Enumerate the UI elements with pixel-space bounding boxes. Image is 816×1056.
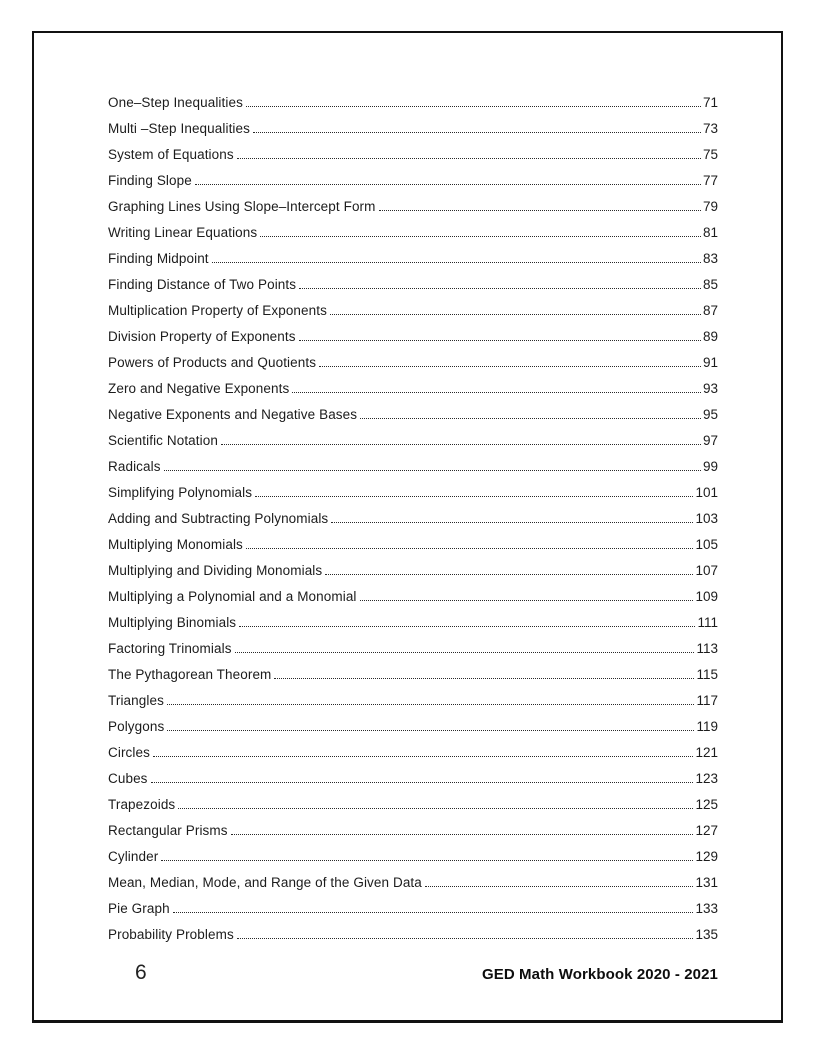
dot-leader: [153, 756, 694, 757]
toc-entry: [108, 428, 718, 454]
dot-leader: [167, 730, 694, 731]
toc-entry-page: 103: [695, 511, 718, 526]
dot-leader: [239, 626, 695, 627]
toc-entry: [108, 272, 718, 298]
dot-leader: [299, 340, 701, 341]
toc-entry-label: Graphing Lines Using Slope–Intercept Form: [108, 199, 376, 214]
page-footer: [34, 961, 781, 985]
toc-entry: [108, 896, 718, 922]
toc-entry: [108, 922, 718, 948]
toc-entry-label: Zero and Negative Exponents: [108, 381, 290, 396]
toc-entry-label: Polygons: [108, 719, 165, 734]
toc-entry: [108, 610, 718, 636]
toc-entry: [108, 168, 718, 194]
toc-entry-label: Probability Problems: [108, 927, 234, 942]
toc-entry-label: Multiplying Monomials: [108, 537, 243, 552]
toc-entry-label: Finding Distance of Two Points: [108, 277, 297, 292]
dot-leader: [253, 132, 701, 133]
dot-leader: [151, 782, 694, 783]
toc-entry-label: Multiplication Property of Exponents: [108, 303, 327, 318]
footer-page-number: 6: [135, 961, 147, 984]
toc-entry-page: 79: [702, 199, 718, 214]
toc-entry-page: 135: [695, 927, 718, 942]
dot-leader: [161, 860, 693, 861]
toc-entry: [108, 116, 718, 142]
dot-leader: [360, 600, 694, 601]
page-border: [32, 31, 783, 1023]
toc-entry-label: Finding Slope: [108, 173, 192, 188]
toc-entry: [108, 506, 718, 532]
toc-entry-page: 97: [702, 433, 718, 448]
dot-leader: [164, 470, 701, 471]
toc-entry: [108, 532, 718, 558]
toc-entry-label: Writing Linear Equations: [108, 225, 258, 240]
toc-entry: [108, 740, 718, 766]
toc-entry-page: 95: [702, 407, 718, 422]
dot-leader: [292, 392, 701, 393]
toc-entry-page: 127: [695, 823, 718, 838]
toc-entry-page: 109: [695, 589, 718, 604]
toc-entry: [108, 584, 718, 610]
toc-entry: [108, 818, 718, 844]
toc-entry-label: Multi –Step Inequalities: [108, 121, 250, 136]
dot-leader: [425, 886, 694, 887]
toc-entry-label: Finding Midpoint: [108, 251, 209, 266]
dot-leader: [255, 496, 693, 497]
toc-entry-page: 107: [695, 563, 718, 578]
toc-entry-label: Negative Exponents and Negative Bases: [108, 407, 358, 422]
toc-entry-page: 123: [695, 771, 718, 786]
toc-entry: [108, 558, 718, 584]
toc-entry-label: Trapezoids: [108, 797, 176, 812]
toc-entry-page: 113: [696, 641, 718, 656]
toc-entry-page: 77: [702, 173, 718, 188]
dot-leader: [195, 184, 701, 185]
toc-entry-page: 75: [702, 147, 718, 162]
toc-entry: [108, 844, 718, 870]
toc-entry-page: 81: [702, 225, 718, 240]
toc-entry: [108, 688, 718, 714]
dot-leader: [331, 522, 693, 523]
dot-leader: [231, 834, 694, 835]
toc-entry: [108, 662, 718, 688]
toc-entry-label: One–Step Inequalities: [108, 95, 243, 110]
toc-entry-page: 133: [695, 901, 718, 916]
toc-entry-label: Pie Graph: [108, 901, 170, 916]
toc-entry-label: Adding and Subtracting Polynomials: [108, 511, 329, 526]
toc-entry-label: Simplifying Polynomials: [108, 485, 253, 500]
dot-leader: [178, 808, 693, 809]
toc-entry-page: 121: [695, 745, 718, 760]
toc-entry-label: Scientific Notation: [108, 433, 218, 448]
toc-entry-page: 117: [696, 693, 718, 708]
dot-leader: [274, 678, 694, 679]
toc-entry-page: 129: [695, 849, 718, 864]
toc-entry: [108, 246, 718, 272]
footer-book-title: GED Math Workbook 2020 - 2021: [481, 966, 718, 983]
toc-entry: [108, 792, 718, 818]
dot-leader: [237, 938, 694, 939]
toc-entry: [108, 870, 718, 896]
toc-entry-page: 71: [702, 95, 718, 110]
toc-entry-page: 119: [696, 719, 718, 734]
toc-entry-page: 105: [695, 537, 718, 552]
toc-entry-page: 87: [702, 303, 718, 318]
toc-entry-label: Division Property of Exponents: [108, 329, 296, 344]
toc-entry-label: Triangles: [108, 693, 164, 708]
toc-entry: [108, 376, 718, 402]
toc-entry-page: 111: [697, 615, 718, 630]
dot-leader: [235, 652, 695, 653]
dot-leader: [325, 574, 693, 575]
toc-entry-page: 83: [702, 251, 718, 266]
dot-leader: [360, 418, 701, 419]
toc-entry-page: 93: [702, 381, 718, 396]
toc-entry-page: 99: [702, 459, 718, 474]
toc-entry: [108, 324, 718, 350]
toc-entry: [108, 194, 718, 220]
dot-leader: [173, 912, 694, 913]
dot-leader: [221, 444, 701, 445]
toc-entry: [108, 714, 718, 740]
toc-entry: [108, 90, 718, 116]
toc-entry: [108, 480, 718, 506]
toc-list: [34, 33, 781, 948]
toc-entry-label: Powers of Products and Quotients: [108, 355, 317, 370]
toc-entry: [108, 220, 718, 246]
toc-entry-page: 91: [702, 355, 718, 370]
toc-entry-page: 115: [696, 667, 718, 682]
toc-entry-page: 89: [702, 329, 718, 344]
toc-entry-label: Factoring Trinomials: [108, 641, 232, 656]
toc-entry-label: Mean, Median, Mode, and Range of the Given Data: [108, 875, 422, 890]
toc-entry: [108, 636, 718, 662]
toc-entry-page: 101: [695, 485, 718, 500]
toc-entry: [108, 402, 718, 428]
dot-leader: [167, 704, 695, 705]
toc-entry-page: 125: [695, 797, 718, 812]
toc-entry-label: Multiplying and Dividing Monomials: [108, 563, 323, 578]
toc-entry-page: 131: [695, 875, 718, 890]
toc-entry: [108, 454, 718, 480]
toc-entry-label: Multiplying a Polynomial and a Monomial: [108, 589, 357, 604]
toc-entry-page: 73: [702, 121, 718, 136]
dot-leader: [299, 288, 701, 289]
dot-leader: [212, 262, 701, 263]
toc-entry-label: Rectangular Prisms: [108, 823, 228, 838]
dot-leader: [330, 314, 701, 315]
toc-entry-label: Multiplying Binomials: [108, 615, 237, 630]
toc-entry: [108, 142, 718, 168]
dot-leader: [237, 158, 701, 159]
dot-leader: [260, 236, 701, 237]
toc-entry-label: Circles: [108, 745, 150, 760]
dot-leader: [246, 106, 701, 107]
toc-entry: [108, 350, 718, 376]
toc-entry-label: The Pythagorean Theorem: [108, 667, 272, 682]
toc-entry-page: 85: [702, 277, 718, 292]
dot-leader: [379, 210, 701, 211]
toc-entry-label: System of Equations: [108, 147, 234, 162]
toc-entry-label: Radicals: [108, 459, 161, 474]
toc-entry-label: Cubes: [108, 771, 148, 786]
toc-entry: [108, 766, 718, 792]
dot-leader: [319, 366, 701, 367]
toc-entry-label: Cylinder: [108, 849, 159, 864]
toc-entry: [108, 298, 718, 324]
dot-leader: [246, 548, 694, 549]
